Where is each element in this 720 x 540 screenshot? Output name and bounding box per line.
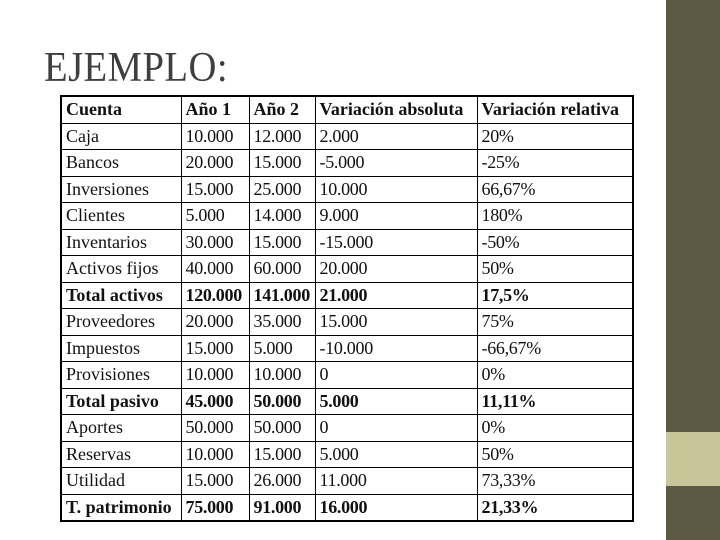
table-image-frame: [52, 91, 637, 531]
cell-variacion-absoluta: -10.000: [315, 335, 477, 362]
cell-variacion-relativa: 17,5%: [477, 282, 633, 309]
cell-anio-2: 25.000: [249, 176, 315, 203]
cell-anio-2: 14.000: [249, 203, 315, 230]
cell-anio-1: 50.000: [181, 415, 249, 442]
cell-anio-2: 60.000: [249, 256, 315, 283]
cell-cuenta: Inversiones: [61, 176, 181, 203]
table-row: [61, 176, 633, 203]
cell-variacion-relativa: 75%: [477, 309, 633, 336]
table-total-row: [61, 388, 633, 415]
cell-cuenta: Inventarios: [61, 229, 181, 256]
cell-variacion-absoluta: 20.000: [315, 256, 477, 283]
cell-anio-1: 75.000: [181, 494, 249, 521]
cell-anio-1: 20.000: [181, 150, 249, 177]
table-row: [61, 415, 633, 442]
accent-block-light: [666, 432, 720, 486]
cell-cuenta: Proveedores: [61, 309, 181, 336]
financial-table: [60, 95, 634, 522]
cell-cuenta: Utilidad: [61, 468, 181, 495]
table-row: [61, 309, 633, 336]
cell-anio-2: 50.000: [249, 388, 315, 415]
cell-variacion-absoluta: 15.000: [315, 309, 477, 336]
cell-variacion-absoluta: 0: [315, 362, 477, 389]
header-anio-1: Año 1: [181, 96, 249, 123]
cell-variacion-absoluta: 0: [315, 415, 477, 442]
cell-cuenta: Impuestos: [61, 335, 181, 362]
cell-anio-1: 30.000: [181, 229, 249, 256]
cell-anio-2: 10.000: [249, 362, 315, 389]
cell-variacion-relativa: 180%: [477, 203, 633, 230]
cell-cuenta: T. patrimonio: [61, 494, 181, 521]
cell-cuenta: Aportes: [61, 415, 181, 442]
header-variacion-relativa: Variación relativa: [477, 96, 633, 123]
cell-anio-1: 15.000: [181, 176, 249, 203]
cell-variacion-relativa: -66,67%: [477, 335, 633, 362]
cell-anio-2: 15.000: [249, 150, 315, 177]
header-variacion-absoluta: Variación absoluta: [315, 96, 477, 123]
cell-anio-1: 120.000: [181, 282, 249, 309]
table-row: [61, 335, 633, 362]
table-row: [61, 229, 633, 256]
cell-anio-2: 5.000: [249, 335, 315, 362]
cell-variacion-relativa: 0%: [477, 415, 633, 442]
table-row: [61, 441, 633, 468]
table-total-row: [61, 494, 633, 521]
cell-variacion-relativa: 50%: [477, 441, 633, 468]
cell-variacion-relativa: 50%: [477, 256, 633, 283]
cell-variacion-relativa: 21,33%: [477, 494, 633, 521]
table-header-row: [61, 96, 633, 123]
cell-anio-2: 26.000: [249, 468, 315, 495]
cell-anio-1: 10.000: [181, 123, 249, 150]
cell-variacion-absoluta: 9.000: [315, 203, 477, 230]
cell-variacion-absoluta: 11.000: [315, 468, 477, 495]
header-cuenta: Cuenta: [61, 96, 181, 123]
cell-variacion-absoluta: 21.000: [315, 282, 477, 309]
cell-variacion-absoluta: 16.000: [315, 494, 477, 521]
cell-cuenta: Total pasivo: [61, 388, 181, 415]
cell-anio-1: 10.000: [181, 441, 249, 468]
cell-cuenta: Total activos: [61, 282, 181, 309]
cell-variacion-relativa: 0%: [477, 362, 633, 389]
table-row: [61, 123, 633, 150]
cell-cuenta: Provisiones: [61, 362, 181, 389]
cell-variacion-absoluta: 5.000: [315, 388, 477, 415]
cell-anio-2: 12.000: [249, 123, 315, 150]
cell-anio-2: 15.000: [249, 229, 315, 256]
cell-anio-1: 45.000: [181, 388, 249, 415]
cell-anio-1: 10.000: [181, 362, 249, 389]
cell-anio-1: 5.000: [181, 203, 249, 230]
cell-variacion-absoluta: 5.000: [315, 441, 477, 468]
cell-anio-1: 40.000: [181, 256, 249, 283]
cell-variacion-absoluta: 2.000: [315, 123, 477, 150]
cell-variacion-absoluta: -15.000: [315, 229, 477, 256]
cell-variacion-relativa: 11,11%: [477, 388, 633, 415]
cell-variacion-relativa: -50%: [477, 229, 633, 256]
page-title: EJEMPLO:: [44, 45, 229, 91]
cell-anio-1: 15.000: [181, 335, 249, 362]
cell-cuenta: Activos fijos: [61, 256, 181, 283]
cell-anio-2: 50.000: [249, 415, 315, 442]
table-row: [61, 150, 633, 177]
cell-variacion-relativa: 66,67%: [477, 176, 633, 203]
table-row: [61, 362, 633, 389]
table-total-row: [61, 282, 633, 309]
header-anio-2: Año 2: [249, 96, 315, 123]
table-row: [61, 468, 633, 495]
cell-anio-2: 35.000: [249, 309, 315, 336]
cell-variacion-relativa: 73,33%: [477, 468, 633, 495]
table-row: [61, 256, 633, 283]
cell-variacion-absoluta: 10.000: [315, 176, 477, 203]
cell-variacion-relativa: -25%: [477, 150, 633, 177]
cell-anio-2: 141.000: [249, 282, 315, 309]
cell-variacion-relativa: 20%: [477, 123, 633, 150]
cell-cuenta: Caja: [61, 123, 181, 150]
table-body: [61, 123, 633, 521]
cell-cuenta: Reservas: [61, 441, 181, 468]
cell-anio-2: 91.000: [249, 494, 315, 521]
cell-anio-2: 15.000: [249, 441, 315, 468]
cell-anio-1: 20.000: [181, 309, 249, 336]
cell-variacion-absoluta: -5.000: [315, 150, 477, 177]
cell-anio-1: 15.000: [181, 468, 249, 495]
table-row: [61, 203, 633, 230]
cell-cuenta: Bancos: [61, 150, 181, 177]
cell-cuenta: Clientes: [61, 203, 181, 230]
